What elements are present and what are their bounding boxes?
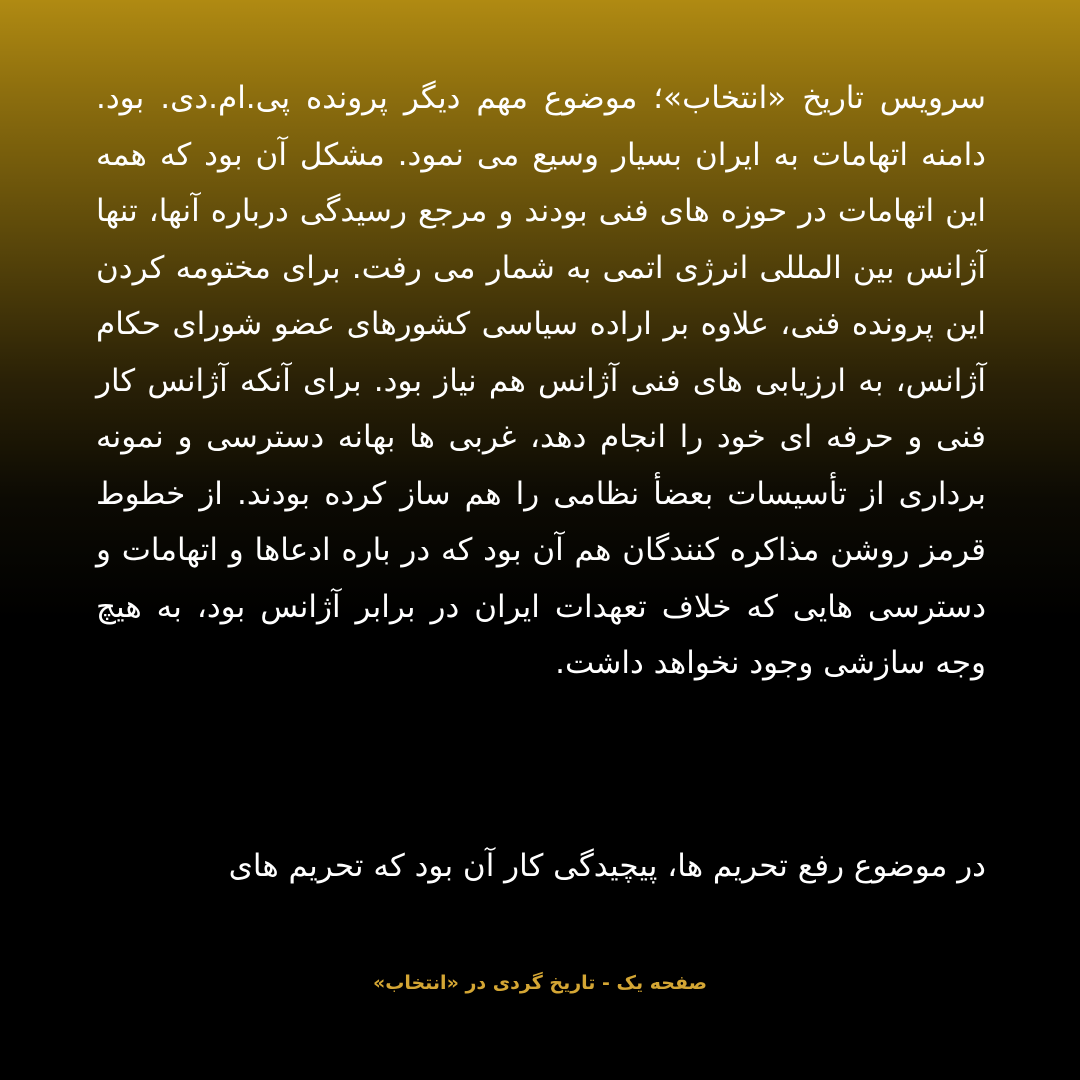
article-paragraph-2: در موضوع رفع تحریم ها، پیچیدگی کار آن بود که تحریم های xyxy=(228,848,986,884)
page-caption: صفحه یک - تاریخ گردی در «انتخاب» xyxy=(372,972,708,994)
article-paragraph-1: سرویس تاریخ «انتخاب»؛ موضوع مهم دیگر پرونده پی.ام.دی. بود. دامنه اتهامات به ایران بسیار وسیع می نمود. مشکل آن بود که همه این اتهامات در حوزه های فنی بودند و مرجع رسیدگی درباره آنها، تنها آژانس بین المللی انرژی اتمی به شمار می رفت. برای مختومه کردن این پرونده فنی، علاوه بر اراده سیاسی کشورهای عضو شورای حکام آژانس، به ارزیابی های فنی آژانس هم نیاز بود. برای آنکه آژانس کار فنی و حرفه ای خود را انجام دهد، غربی ها بهانه دسترسی و نمونه برداری از تأسیسات بعضأ نظامی را هم ساز کرده بودند. از خطوط قرمز روشن مذاکره کنندگان هم آن بود که در باره ادعاها و اتهامات و دسترسی هایی که خلاف تعهدات ایران در برابر آژانس بود، به هیچ وجه سازشی وجود نخواهد داشت. xyxy=(96,80,986,681)
